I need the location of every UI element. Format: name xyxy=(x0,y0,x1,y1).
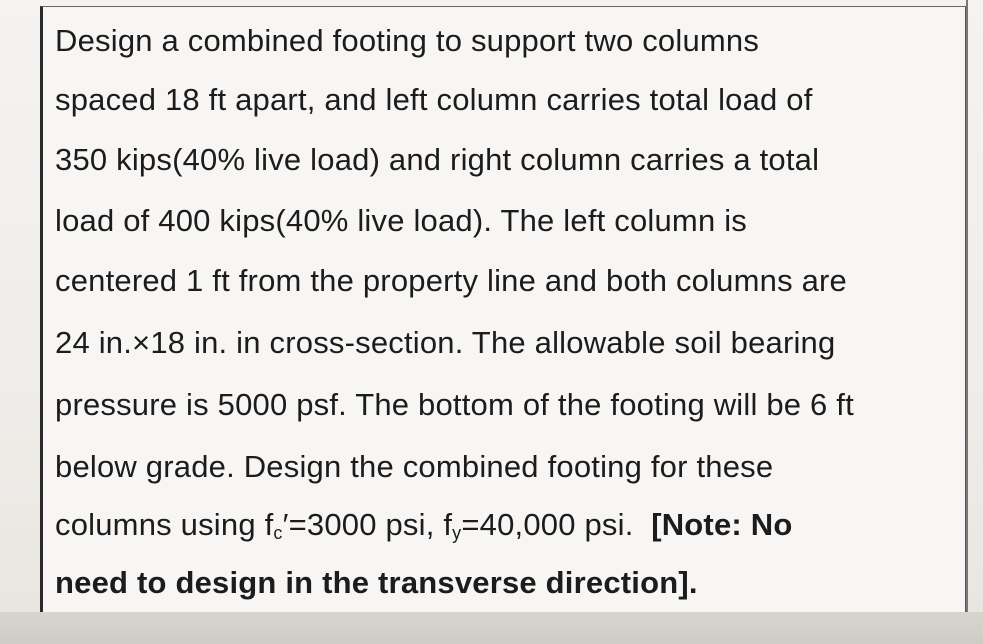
right-border-rule xyxy=(966,0,968,620)
problem-line-2: spaced 18 ft apart, and left column carries total load of xyxy=(55,82,813,117)
problem-line-7: pressure is 5000 psf. The bottom of the footing will be 6 ft xyxy=(55,387,854,422)
problem-line-5: centered 1 ft from the property line and both columns are xyxy=(55,263,848,298)
problem-line-10: need to design in the transverse direction]. xyxy=(55,565,698,600)
fy-subscript: y xyxy=(452,523,462,543)
problem-line-9 xyxy=(55,507,955,544)
problem-line-6: 24 in.×18 in. in cross-section. The allowable soil bearing xyxy=(55,325,836,360)
fc-subscript: c xyxy=(273,523,283,543)
line9-prefix: columns using f xyxy=(55,507,274,542)
bottom-edge xyxy=(0,612,983,644)
note-start: [Note: No xyxy=(651,507,793,542)
problem-line-1: Design a combined footing to support two columns xyxy=(55,23,760,58)
problem-line-8: below grade. Design the combined footing for these xyxy=(55,449,774,484)
fy-value: =40,000 psi. xyxy=(461,507,634,542)
fc-value: ′=3000 psi, f xyxy=(282,507,453,542)
problem-line-4: load of 400 kips(40% live load). The left column is xyxy=(55,203,747,238)
problem-text-box xyxy=(40,6,967,613)
problem-line-3: 350 kips(40% live load) and right column carries a total xyxy=(55,142,820,177)
